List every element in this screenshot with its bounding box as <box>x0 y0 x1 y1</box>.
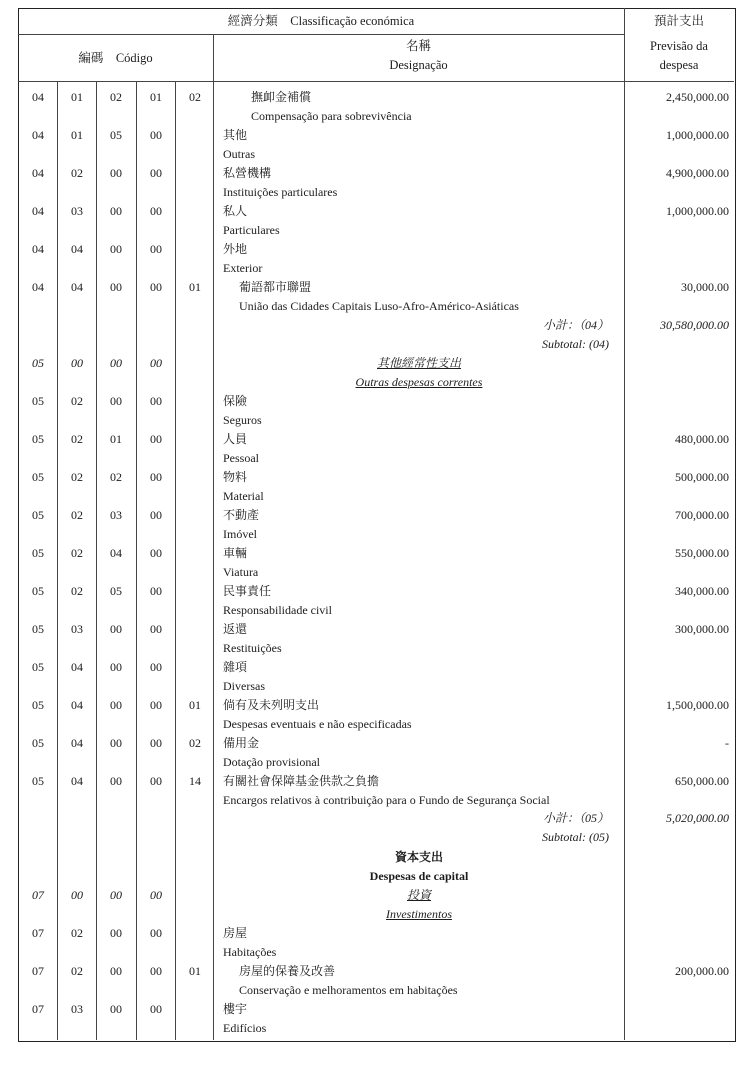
designation-pt: Imóvel <box>223 527 257 541</box>
amount-cell: 500,000.00 <box>675 470 729 484</box>
code-cell: 01 <box>189 698 201 712</box>
code-cell: 02 <box>110 90 122 104</box>
designation-zh: 車輛 <box>223 546 248 560</box>
code-cell: 00 <box>150 394 162 408</box>
designation-zh: 備用金 <box>223 736 260 750</box>
code-cell: 05 <box>32 774 44 788</box>
code-cell: 01 <box>189 964 201 978</box>
header-bottom-line <box>18 81 734 82</box>
section-heading-pt: Outras despesas correntes <box>355 375 483 389</box>
code-cell: 02 <box>189 736 201 750</box>
designation-header-zh: 名稱 <box>405 39 431 53</box>
code-cell: 00 <box>150 508 162 522</box>
code-cell: 00 <box>110 356 122 370</box>
code-cell: 00 <box>150 242 162 256</box>
code-cell: 04 <box>32 128 44 142</box>
code-cell: 01 <box>189 280 201 294</box>
code-divider-4 <box>175 82 176 1040</box>
code-cell: 00 <box>110 660 122 674</box>
subtotal-amount: 5,020,000.00 <box>666 811 729 825</box>
designation-pt: Despesas eventuais e não especificadas <box>223 717 412 731</box>
section-heading-zh: 其他經常性支出 <box>376 356 461 370</box>
code-cell: 04 <box>32 166 44 180</box>
code-cell: 00 <box>110 242 122 256</box>
header-divider <box>18 34 624 35</box>
code-cell: 02 <box>71 432 83 446</box>
designation-zh: 其他 <box>223 128 248 142</box>
code-cell: 04 <box>71 698 83 712</box>
designation-zh: 有關社會保障基金供款之負擔 <box>223 774 380 788</box>
designation-zh: 葡語都市聯盟 <box>239 280 312 294</box>
budget-table <box>18 8 736 1042</box>
code-cell: 05 <box>32 432 44 446</box>
code-cell: 01 <box>150 90 162 104</box>
code-cell: 04 <box>32 242 44 256</box>
code-cell: 07 <box>32 926 44 940</box>
subtotal-amount: 30,580,000.00 <box>660 318 729 332</box>
amount-cell: 300,000.00 <box>675 622 729 636</box>
code-cell: 05 <box>32 584 44 598</box>
code-cell: 07 <box>32 888 44 902</box>
code-cell: 00 <box>150 204 162 218</box>
amount-cell: 1,000,000.00 <box>666 128 729 142</box>
code-cell: 00 <box>110 1002 122 1016</box>
designation-pt: Responsabilidade civil <box>223 603 332 617</box>
designation-zh: 保險 <box>223 394 248 408</box>
designation-pt: União das Cidades Capitais Luso-Afro-Américo-Asiáticas <box>239 299 519 313</box>
designation-zh: 物料 <box>223 470 248 484</box>
code-cell: 04 <box>32 280 44 294</box>
code-cell: 03 <box>110 508 122 522</box>
forecast-header-zh: 預計支出 <box>653 14 704 28</box>
code-cell: 00 <box>150 736 162 750</box>
code-cell: 00 <box>110 166 122 180</box>
code-cell: 00 <box>150 470 162 484</box>
designation-pt: Encargos relativos à contribuição para o Fundo de Segurança Social <box>223 793 550 807</box>
designation-pt: Outras <box>223 147 255 161</box>
code-cell: 01 <box>71 128 83 142</box>
designation-zh: 私人 <box>223 204 248 218</box>
designation-pt: Particulares <box>223 223 280 237</box>
amount-cell: 2,450,000.00 <box>666 90 729 104</box>
code-cell: 00 <box>150 926 162 940</box>
code-cell: 00 <box>110 888 122 902</box>
code-cell: 01 <box>71 90 83 104</box>
code-cell: 00 <box>150 356 162 370</box>
classification-header: 經濟分類 Classificação económica <box>227 14 415 28</box>
designation-zh: 外地 <box>223 242 248 256</box>
amount-cell: 550,000.00 <box>675 546 729 560</box>
code-cell: 05 <box>32 508 44 522</box>
code-cell: 05 <box>32 660 44 674</box>
code-cell: 02 <box>189 90 201 104</box>
subtotal-label-zh: 小計：（04） <box>542 318 609 332</box>
code-cell: 03 <box>71 622 83 636</box>
code-cell: 00 <box>110 926 122 940</box>
designation-zh: 民事責任 <box>223 584 272 598</box>
code-cell: 05 <box>32 356 44 370</box>
amount-cell: 340,000.00 <box>675 584 729 598</box>
designation-pt: Material <box>223 489 264 503</box>
code-cell: 03 <box>71 204 83 218</box>
designation-pt: Conservação e melhoramentos em habitações <box>239 983 458 997</box>
code-cell: 04 <box>71 660 83 674</box>
designation-pt: Restituições <box>223 641 282 655</box>
code-cell: 05 <box>32 546 44 560</box>
code-cell: 02 <box>71 166 83 180</box>
code-cell: 02 <box>71 546 83 560</box>
section-heading-pt: Investimentos <box>386 907 452 921</box>
designation-pt: Dotação provisional <box>223 755 320 769</box>
code-cell: 00 <box>110 736 122 750</box>
subtotal-label-pt: Subtotal: (04) <box>542 337 609 351</box>
code-cell: 05 <box>32 470 44 484</box>
designation-pt: Compensação para sobrevivência <box>251 109 412 123</box>
code-cell: 02 <box>71 394 83 408</box>
code-cell: 04 <box>71 774 83 788</box>
amount-cell: 30,000.00 <box>681 280 729 294</box>
designation-zh: 不動產 <box>223 508 260 522</box>
code-cell: 04 <box>71 242 83 256</box>
code-cell: 00 <box>71 888 83 902</box>
designation-header-pt: Designação <box>389 58 448 72</box>
code-cell: 05 <box>110 584 122 598</box>
code-cell: 00 <box>150 584 162 598</box>
code-cell: 04 <box>32 90 44 104</box>
amount-cell: 700,000.00 <box>675 508 729 522</box>
designation-zh: 樓宇 <box>223 1002 248 1016</box>
code-cell: 04 <box>32 204 44 218</box>
code-cell: 07 <box>32 964 44 978</box>
code-cell: 00 <box>150 660 162 674</box>
designation-pt: Pessoal <box>223 451 259 465</box>
section-title-pt: Despesas de capital <box>369 869 469 883</box>
code-cell: 00 <box>110 622 122 636</box>
designation-pt: Habitações <box>223 945 277 959</box>
code-cell: 00 <box>150 774 162 788</box>
code-cell: 00 <box>150 280 162 294</box>
code-cell: 05 <box>32 394 44 408</box>
code-cell: 04 <box>110 546 122 560</box>
code-cell: 02 <box>110 470 122 484</box>
code-cell: 00 <box>150 432 162 446</box>
amount-cell: - <box>725 736 729 750</box>
code-cell: 00 <box>110 394 122 408</box>
amount-cell: 1,000,000.00 <box>666 204 729 218</box>
code-cell: 02 <box>71 926 83 940</box>
code-cell: 00 <box>150 888 162 902</box>
code-cell: 00 <box>150 166 162 180</box>
section-heading-zh: 投資 <box>406 888 431 902</box>
code-cell: 00 <box>71 356 83 370</box>
code-cell: 00 <box>150 1002 162 1016</box>
code-cell: 00 <box>150 546 162 560</box>
code-cell: 03 <box>71 1002 83 1016</box>
code-cell: 02 <box>71 508 83 522</box>
designation-pt: Diversas <box>223 679 265 693</box>
forecast-header-pt-1: Previsão da <box>650 39 708 53</box>
code-cell: 00 <box>110 774 122 788</box>
code-cell: 02 <box>71 470 83 484</box>
forecast-header-pt-2: despesa <box>659 58 699 72</box>
code-cell: 00 <box>150 622 162 636</box>
designation-pt: Exterior <box>223 261 263 275</box>
section-title-zh: 資本支出 <box>394 850 443 864</box>
code-cell: 02 <box>71 964 83 978</box>
code-cell: 00 <box>110 280 122 294</box>
designation-zh: 人員 <box>223 432 248 446</box>
amount-cell: 480,000.00 <box>675 432 729 446</box>
code-cell: 00 <box>110 964 122 978</box>
code-cell: 00 <box>110 204 122 218</box>
subtotal-label-zh: 小計：（05） <box>542 811 609 825</box>
code-cell: 04 <box>71 280 83 294</box>
code-cell: 01 <box>110 432 122 446</box>
designation-zh: 雜項 <box>223 660 248 674</box>
code-cell: 00 <box>110 698 122 712</box>
code-cell: 04 <box>71 736 83 750</box>
code-cell: 05 <box>32 698 44 712</box>
designation-zh: 房屋 <box>223 926 248 940</box>
code-cell: 00 <box>150 698 162 712</box>
subtotal-label-pt: Subtotal: (05) <box>542 830 609 844</box>
designation-pt: Viatura <box>223 565 259 579</box>
designation-pt: Instituições particulares <box>223 185 338 199</box>
designation-zh: 倘有及未列明支出 <box>223 698 320 712</box>
designation-zh: 撫卹金補償 <box>251 90 312 104</box>
code-cell: 14 <box>189 774 201 788</box>
code-cell: 02 <box>71 584 83 598</box>
designation-zh: 房屋的保養及改善 <box>239 964 336 978</box>
code-cell: 07 <box>32 1002 44 1016</box>
code-cell: 05 <box>32 736 44 750</box>
designation-zh: 私營機構 <box>223 166 272 180</box>
designation-pt: Seguros <box>223 413 262 427</box>
amount-cell: 200,000.00 <box>675 964 729 978</box>
designation-pt: Edifícios <box>223 1021 267 1035</box>
code-cell: 00 <box>150 964 162 978</box>
amount-cell: 650,000.00 <box>675 774 729 788</box>
code-cell: 00 <box>150 128 162 142</box>
designation-zh: 返還 <box>223 622 248 636</box>
code-header: 編碼 Código <box>78 51 153 65</box>
amount-cell: 4,900,000.00 <box>666 166 729 180</box>
code-cell: 05 <box>110 128 122 142</box>
code-cell: 05 <box>32 622 44 636</box>
amount-cell: 1,500,000.00 <box>666 698 729 712</box>
